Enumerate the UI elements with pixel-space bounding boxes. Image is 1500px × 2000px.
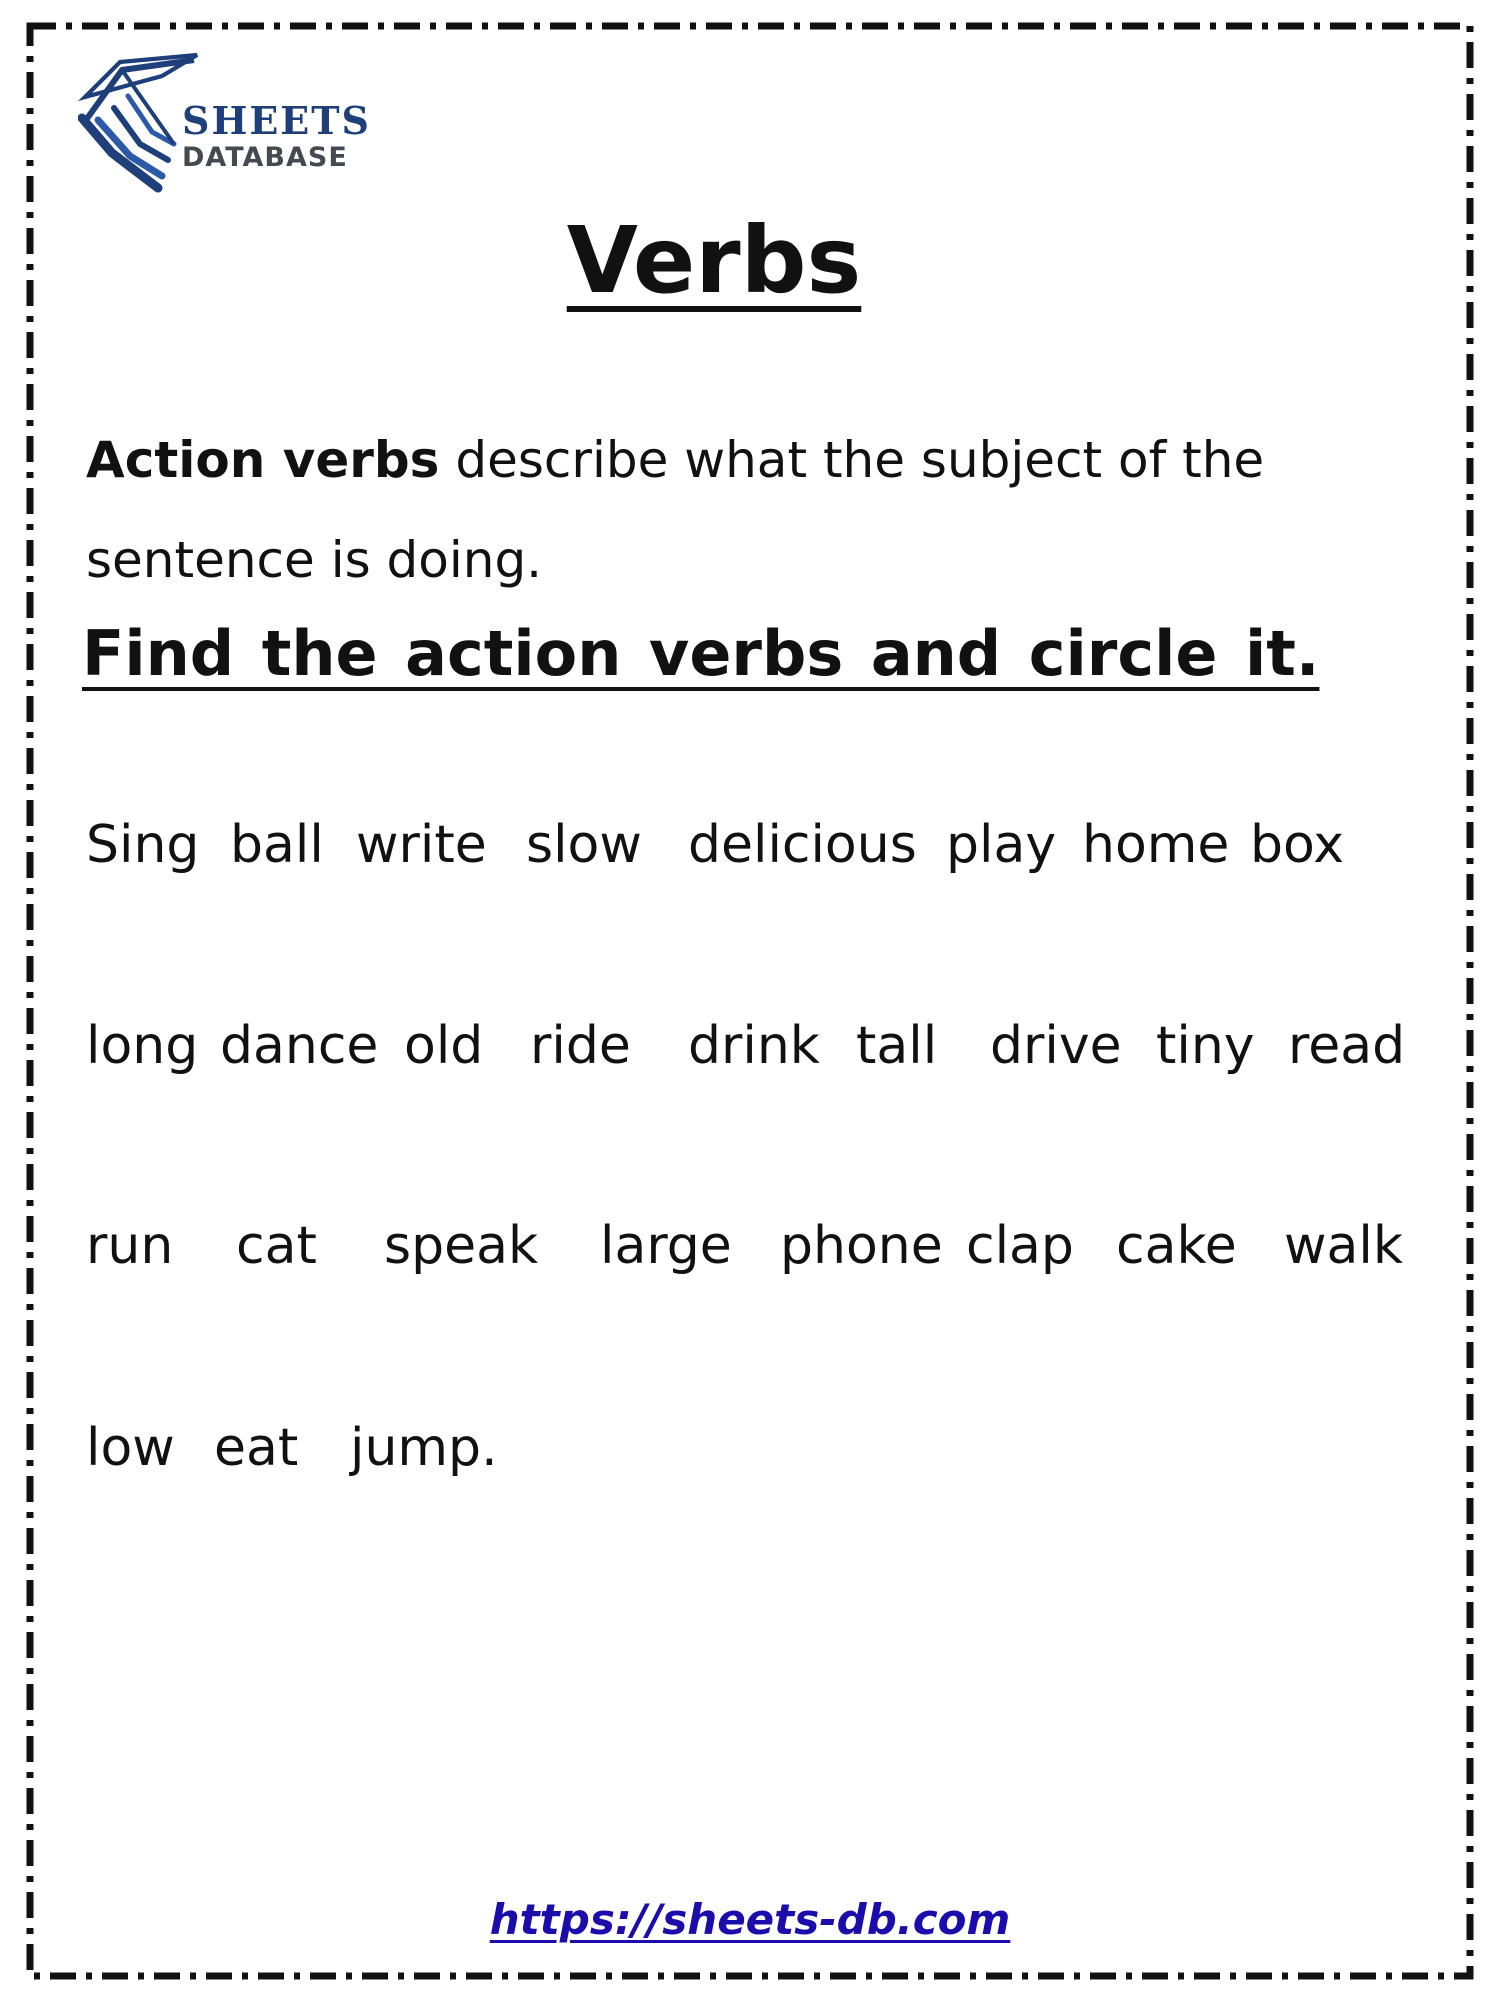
word-item[interactable]: large <box>600 1216 732 1276</box>
word-item[interactable]: speak <box>384 1216 539 1276</box>
word-item[interactable]: cat <box>236 1216 317 1276</box>
logo-line-sheets: SHEETS <box>182 98 371 143</box>
sheets-database-logo <box>78 48 371 208</box>
word-item[interactable]: drive <box>990 1016 1122 1076</box>
definition-paragraph <box>86 410 1416 610</box>
word-item[interactable]: run <box>86 1216 174 1276</box>
word-item[interactable]: ride <box>530 1016 631 1076</box>
word-item[interactable]: delicious <box>688 815 917 875</box>
word-item[interactable]: cake <box>1116 1216 1237 1276</box>
footer-url-link[interactable]: https://sheets-db.com <box>489 1895 1011 1944</box>
word-item[interactable]: long <box>86 1016 199 1076</box>
instruction-heading: Find the action verbs and circle it. <box>82 617 1320 690</box>
word-row-4 <box>0 1408 1500 1488</box>
definition-term: Action verbs <box>86 431 440 489</box>
word-row-3 <box>0 1206 1500 1286</box>
word-item[interactable]: Sing <box>86 815 200 875</box>
word-row-1 <box>0 805 1500 885</box>
word-item[interactable]: box <box>1250 815 1344 875</box>
word-item[interactable]: old <box>404 1016 484 1076</box>
word-item[interactable]: low <box>86 1418 175 1478</box>
word-row-2 <box>0 1006 1500 1086</box>
word-item[interactable]: ball <box>230 815 324 875</box>
word-item[interactable]: eat <box>214 1418 299 1478</box>
word-item[interactable]: tall <box>856 1016 938 1076</box>
page-title <box>0 207 1420 314</box>
word-item[interactable]: home <box>1082 815 1230 875</box>
word-item[interactable]: play <box>946 815 1057 875</box>
word-item[interactable]: tiny <box>1156 1016 1255 1076</box>
word-item[interactable]: read <box>1288 1016 1406 1076</box>
word-item[interactable]: phone <box>780 1216 943 1276</box>
page-title-text: Verbs <box>566 207 862 314</box>
logo-line-database: DATABASE <box>182 142 348 173</box>
word-item[interactable]: dance <box>220 1016 379 1076</box>
logo-book-icon <box>78 48 198 208</box>
word-item[interactable]: write <box>356 815 487 875</box>
word-item[interactable]: drink <box>688 1016 820 1076</box>
definition-text: describe what the subject of the sentence is doing. <box>86 431 1265 589</box>
word-item[interactable]: walk <box>1284 1216 1403 1276</box>
word-item[interactable]: slow <box>526 815 642 875</box>
word-item[interactable]: jump. <box>350 1418 498 1478</box>
word-item[interactable]: clap <box>966 1216 1074 1276</box>
